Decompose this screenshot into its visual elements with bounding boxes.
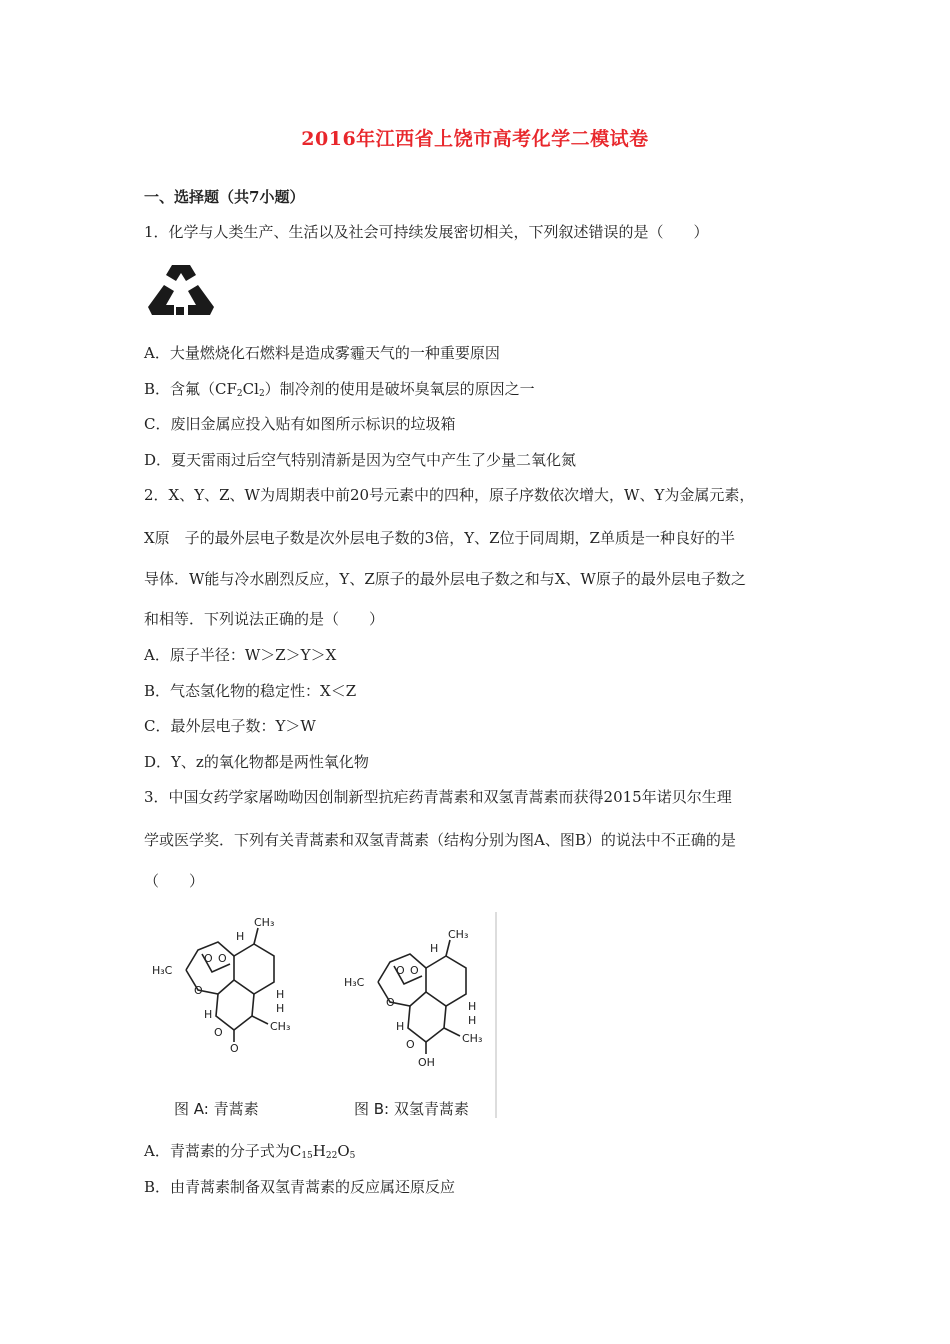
svg-text:H: H xyxy=(468,1000,477,1013)
figure-b-caption: 图 B: 双氢青蒿素 xyxy=(354,1100,469,1118)
svg-text:H: H xyxy=(204,1008,213,1021)
svg-text:O: O xyxy=(410,964,419,977)
svg-text:OH: OH xyxy=(418,1056,435,1069)
svg-text:O: O xyxy=(406,1038,415,1051)
svg-text:H: H xyxy=(276,1002,285,1015)
recycle-icon xyxy=(146,263,216,323)
q3-option-b: B．由青蒿素制备双氢青蒿素的反应属还原反应 xyxy=(144,1178,456,1196)
q1-stem: 1．化学与人类生产、生活以及社会可持续发展密切相关，下列叙述错误的是（ ） xyxy=(144,223,709,241)
svg-text:O: O xyxy=(214,1026,223,1039)
q1-option-a: A．大量燃烧化石燃料是造成雾霾天气的一种重要原因 xyxy=(144,344,500,362)
svg-text:O: O xyxy=(204,952,213,965)
q2-stem-line1: 2．X、Y、Z、W为周期表中前20号元素中的四种，原子序数依次增大，W、Y为金属元素， xyxy=(144,486,755,504)
svg-text:O: O xyxy=(194,984,203,997)
q3-stem-line2: 学或医学奖．下列有关青蒿素和双氢青蒿素（结构分别为图A、图B）的说法中不正确的是 xyxy=(144,831,736,849)
svg-text:O: O xyxy=(386,996,395,1009)
q2-stem-line2: X原 子的最外层电子数是次外层电子数的3倍，Y、Z位于同周期，Z单质是一种良好的半 xyxy=(144,529,735,547)
q2-option-c: C．最外层电子数：Y＞W xyxy=(144,717,316,735)
structure-figure xyxy=(146,912,498,1118)
svg-text:H: H xyxy=(430,942,439,955)
q1-option-c: C．废旧金属应投入贴有如图所示标识的垃圾箱 xyxy=(144,415,456,433)
svg-text:H: H xyxy=(236,930,245,943)
svg-text:CH₃: CH₃ xyxy=(254,916,275,929)
svg-text:CH₃: CH₃ xyxy=(448,928,469,941)
svg-text:H: H xyxy=(276,988,285,1001)
q2-option-a: A．原子半径：W＞Z＞Y＞X xyxy=(144,646,337,664)
svg-text:O: O xyxy=(230,1042,239,1055)
q2-option-b: B．气态氢化物的稳定性：X＜Z xyxy=(144,682,357,700)
q2-stem-line3: 导体．W能与冷水剧烈反应，Y、Z原子的最外层电子数之和与X、W原子的最外层电子数之 xyxy=(144,570,746,588)
q2-option-d: D．Y、z的氧化物都是两性氧化物 xyxy=(144,753,369,771)
svg-text:O: O xyxy=(396,964,405,977)
q1-option-b: B．含氟$(CF_2Cl_2)$制冷剂的使用是破坏臭氧层的原因之一 xyxy=(144,380,535,399)
svg-text:H: H xyxy=(468,1014,477,1027)
section-heading: 一、选择题（共7小题） xyxy=(144,188,305,206)
svg-text:CH₃: CH₃ xyxy=(270,1020,291,1033)
page-title: 2016年江西省上饶市高考化学二模试卷 xyxy=(301,128,649,150)
q3-stem-line1: 3．中国女药学家屠呦呦因创制新型抗疟药青蒿素和双氢青蒿素而获得2015年诺贝尔生理 xyxy=(144,788,732,806)
q2-stem-line4: 和相等．下列说法正确的是（ ） xyxy=(144,610,385,628)
figure-a-caption: 图 A: 青蒿素 xyxy=(174,1100,259,1118)
svg-text:H₃C: H₃C xyxy=(344,976,365,989)
q3-option-a: A．青蒿素的分子式为$C_{15}H_{22}O_5$ xyxy=(144,1142,356,1161)
svg-text:O: O xyxy=(218,952,227,965)
svg-text:H₃C: H₃C xyxy=(152,964,173,977)
q1-option-d: D．夏天雷雨过后空气特别清新是因为空气中产生了少量二氧化氮 xyxy=(144,451,577,469)
svg-text:H: H xyxy=(396,1020,405,1033)
q3-stem-line3: （ ） xyxy=(144,872,205,890)
svg-text:CH₃: CH₃ xyxy=(462,1032,483,1045)
